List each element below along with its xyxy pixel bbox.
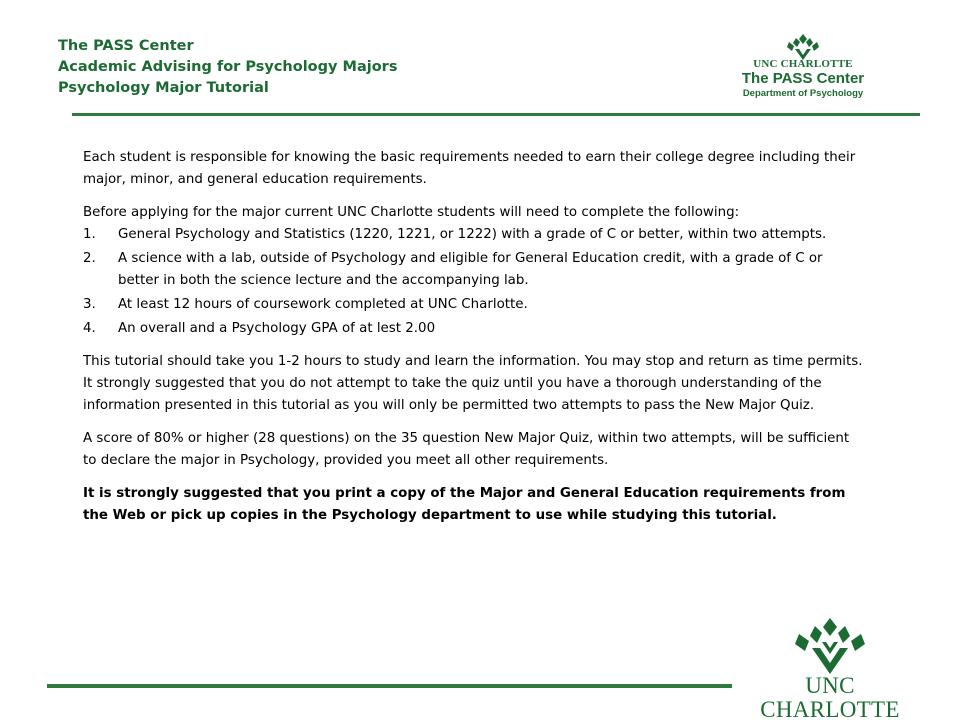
- header-program: Academic Advising for Psychology Majors: [58, 59, 398, 75]
- logo-university-name: UNC CHARLOTTE: [753, 58, 853, 70]
- header-titles: [58, 36, 397, 99]
- requirement-item: [83, 224, 863, 246]
- requirement-item: [83, 318, 863, 340]
- crown-emblem-icon: [790, 618, 870, 674]
- header-divider: [72, 113, 920, 116]
- before-applying-paragraph: Before applying for the major current UNC Charlotte students will need to complete the following:: [83, 205, 740, 220]
- requirement-number: 1.: [83, 227, 96, 242]
- tutorial-time-paragraph: This tutorial should take you 1-2 hours to study and learn the information. You may stop and return as time permits. It strongly suggested that you do not attempt to take the quiz until you have a thorough understanding of the information presented in this tutorial as you will only be permitted two attempts to pass the New Major Quiz.: [83, 354, 863, 413]
- requirements-list: [83, 224, 863, 340]
- intro-paragraph: Each student is responsible for knowing the basic requirements needed to earn their college degree including their major, minor, and general education requirements.: [83, 150, 856, 187]
- crown-emblem-icon: [785, 34, 821, 60]
- header-center-name: The PASS Center: [58, 38, 194, 54]
- requirement-text: A science with a lab, outside of Psychology and eligible for General Education credit, with a grade of C or better in both the science lecture and the accompanying lab.: [118, 251, 823, 288]
- requirement-text: At least 12 hours of coursework completed at UNC Charlotte.: [118, 297, 528, 312]
- pass-center-logo: [728, 34, 878, 106]
- suggestion-paragraph: It is strongly suggested that you print a copy of the Major and General Education requirements from the Web or pick up copies in the Psychology department to use while studying this tutorial.: [83, 486, 846, 523]
- requirement-text: General Psychology and Statistics (1220, 1221, or 1222) with a grade of C or better, within two attempts.: [118, 227, 827, 242]
- requirement-number: 3.: [83, 297, 96, 312]
- score-paragraph: A score of 80% or higher (28 questions) on the 35 question New Major Quiz, within two attempts, will be sufficient to declare the major in Psychology, provided you meet all other requirements.: [83, 431, 850, 468]
- requirement-number: 4.: [83, 321, 96, 336]
- requirement-number: 2.: [83, 251, 96, 266]
- logo-center-name: The PASS Center: [741, 70, 865, 87]
- logo-university-name: UNC CHARLOTTE: [760, 673, 900, 722]
- unc-charlotte-logo: [735, 618, 925, 722]
- requirement-item: [83, 248, 863, 292]
- logo-department: Department of Psychology: [742, 88, 864, 99]
- main-content: [83, 147, 863, 538]
- requirement-item: [83, 294, 863, 316]
- footer-divider: [47, 684, 732, 688]
- requirement-text: An overall and a Psychology GPA of at lest 2.00: [118, 321, 436, 336]
- header-tutorial-title: Psychology Major Tutorial: [58, 80, 269, 96]
